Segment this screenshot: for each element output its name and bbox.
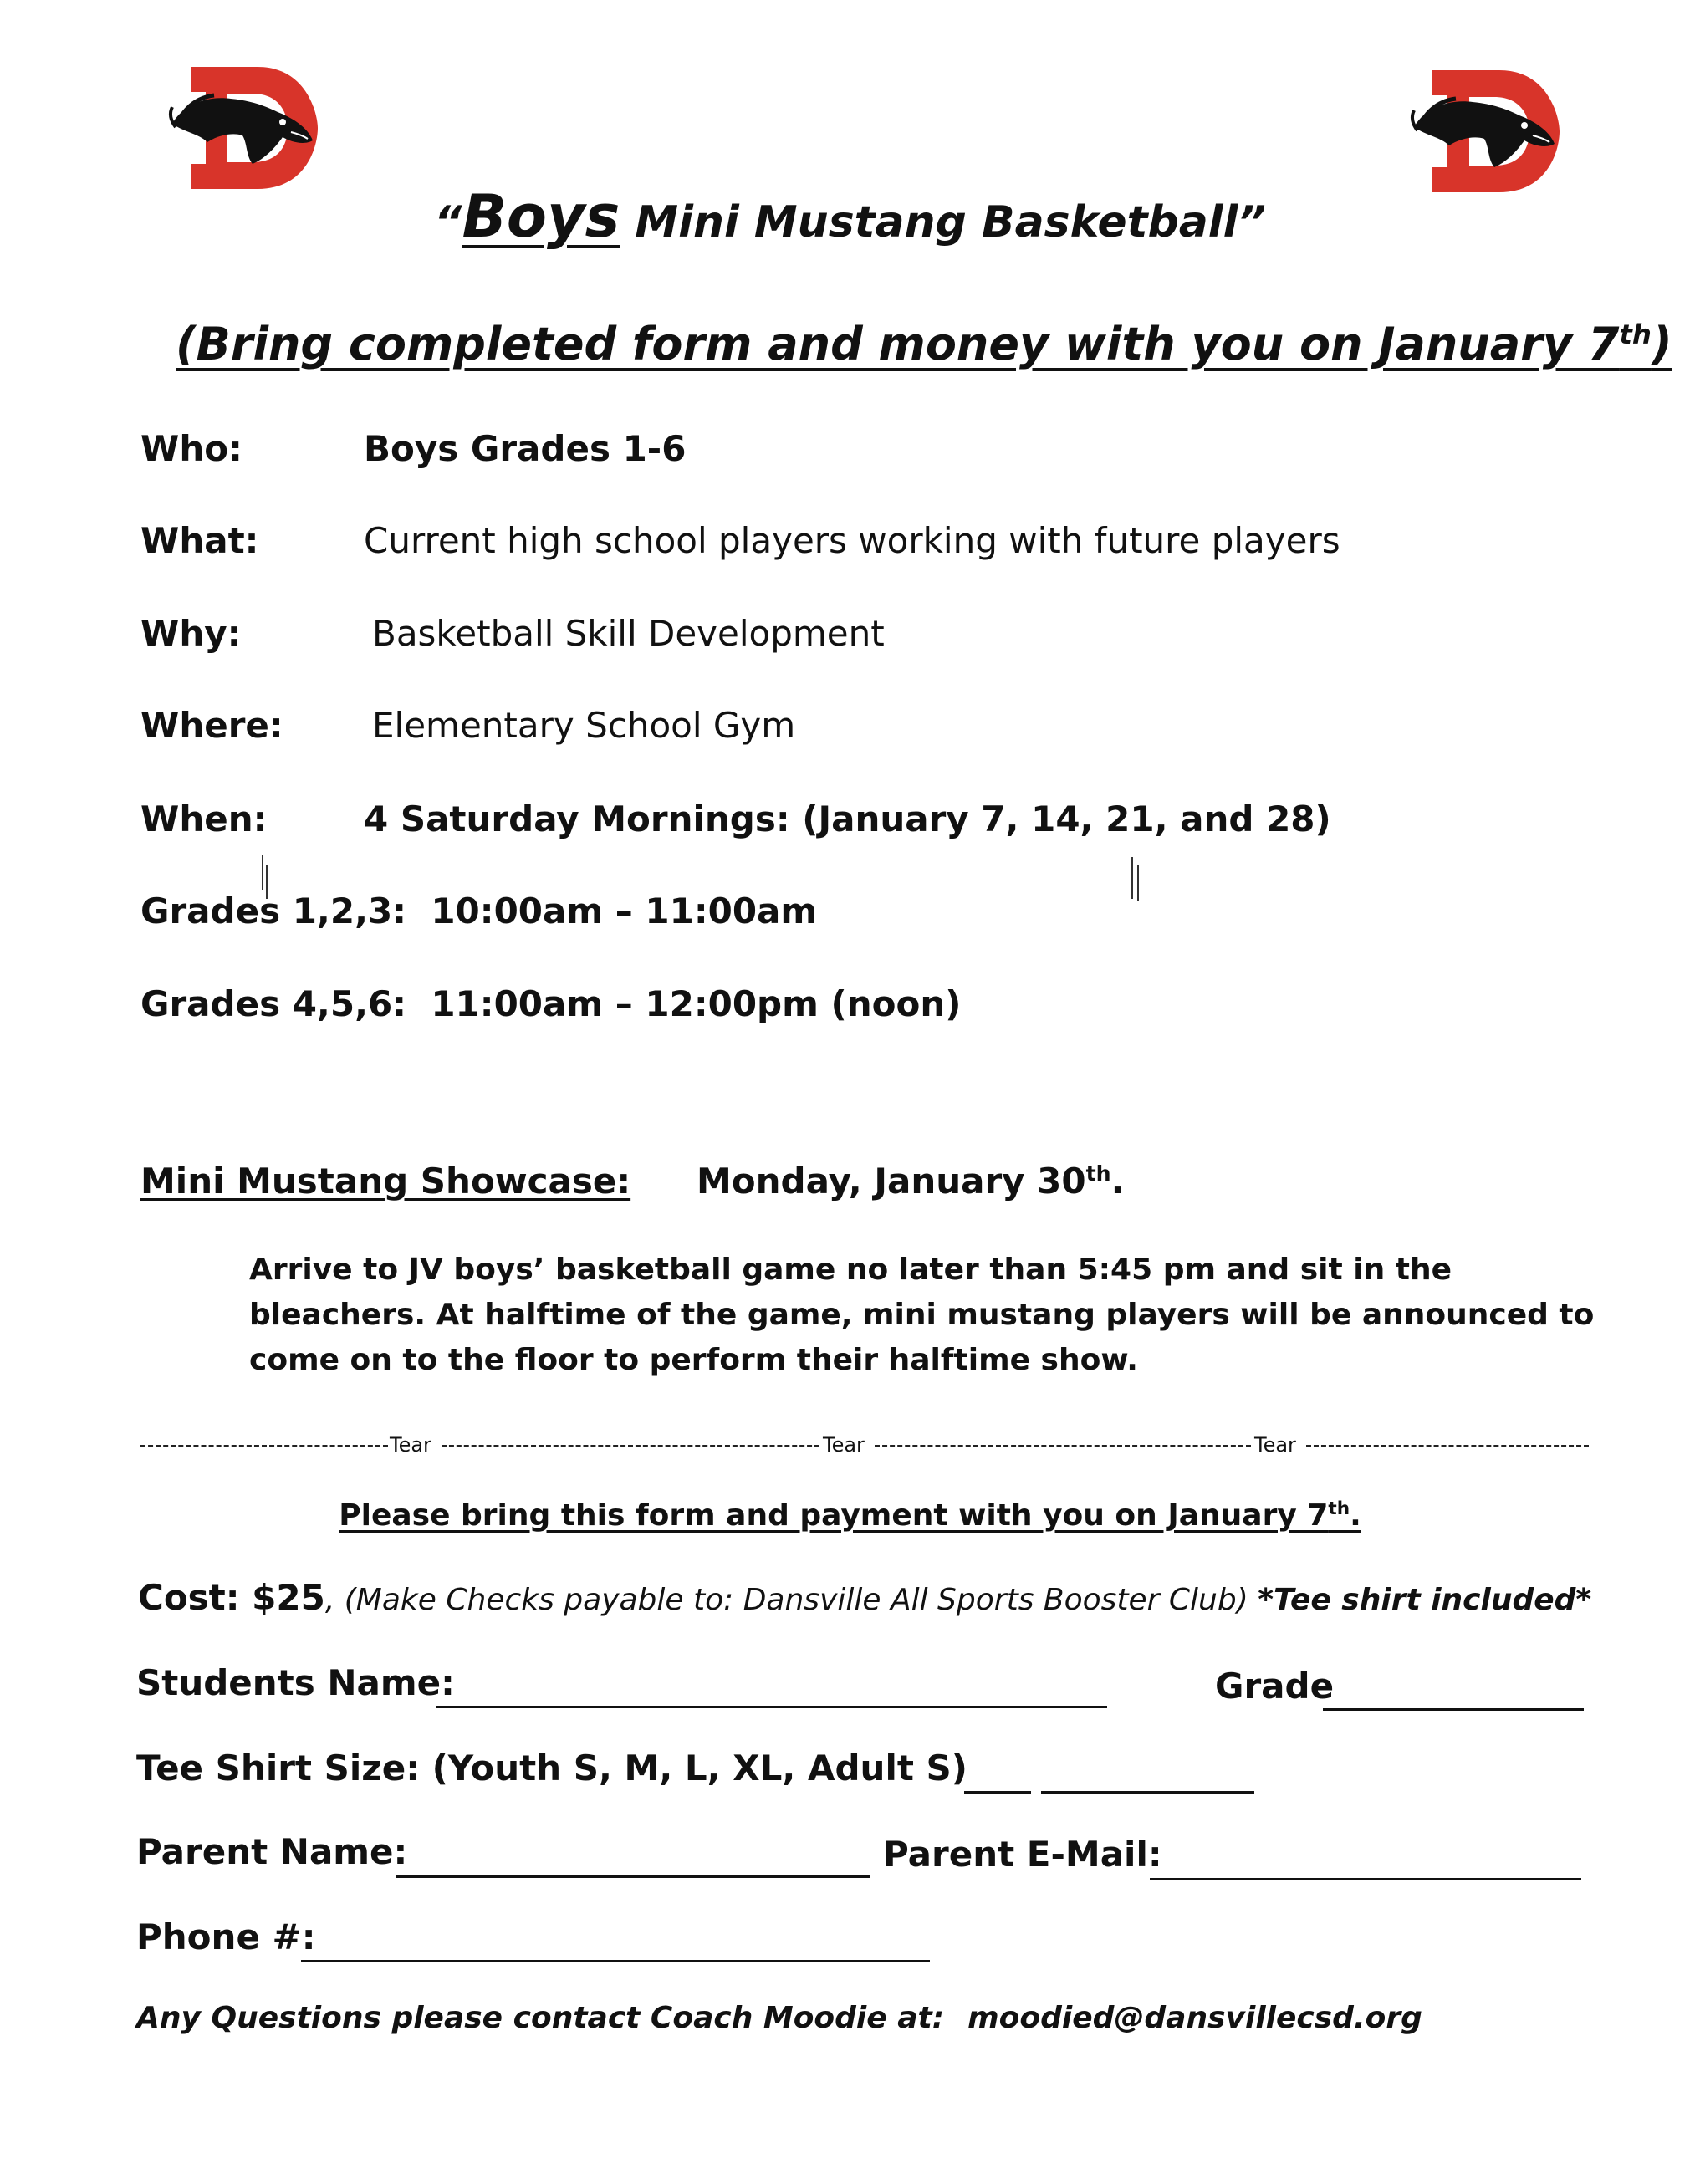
contact-line <box>136 2001 1422 2035</box>
tee-shirt-included: *Tee shirt included* <box>1258 1583 1592 1617</box>
tear-dash <box>875 1445 1251 1447</box>
page-title <box>0 182 1700 251</box>
schedule-grades-1: Grades 1,2,3: <box>140 890 407 931</box>
mustang-d-logo-icon <box>166 65 324 191</box>
tee-shirt-size-field-2[interactable] <box>1041 1791 1254 1794</box>
form-note-main: Please bring this form and payment with you on January 7 <box>339 1498 1329 1533</box>
form-note-sup: th <box>1328 1498 1350 1519</box>
showcase-date-end: . <box>1110 1161 1125 1202</box>
logo-left <box>166 65 324 191</box>
what-label: What: <box>140 520 259 561</box>
contact-email: moodied@dansvillecsd.org <box>967 2001 1422 2035</box>
phone-field[interactable] <box>301 1960 930 1962</box>
showcase-date-main: Monday, January 30 <box>697 1161 1086 1202</box>
grade-label: Grade <box>1215 1666 1335 1707</box>
subtitle-main: (Bring completed form and money with you on January 7 <box>176 318 1620 370</box>
when-label: When: <box>140 799 268 839</box>
contact-text: Any Questions please contact Coach Moodie at: <box>136 2001 945 2035</box>
scan-mark <box>1131 857 1133 899</box>
subtitle-close: ) <box>1651 318 1672 370</box>
scan-mark <box>262 855 263 890</box>
tear-dash <box>140 1445 388 1447</box>
schedule-time-1: 10:00am – 11:00am <box>431 890 818 931</box>
showcase-label: Mini Mustang Showcase: <box>140 1161 631 1202</box>
tear-dash <box>1306 1445 1589 1447</box>
cost-payable: , (Make Checks payable to: Dansville All Sports Booster Club) <box>324 1583 1258 1617</box>
form-note-end: . <box>1350 1498 1361 1533</box>
parent-name-field[interactable] <box>396 1875 870 1878</box>
tear-dash <box>442 1445 819 1447</box>
schedule-row-1 <box>140 890 817 931</box>
phone-label: Phone #: <box>136 1916 316 1957</box>
what-value: Current high school players working with future players <box>364 520 1340 561</box>
tear-line <box>140 1430 1589 1463</box>
schedule-time-2: 11:00am – 12:00pm (noon) <box>431 983 962 1024</box>
tear-word-1: Tear <box>390 1433 431 1457</box>
why-value: Basketball Skill Development <box>372 613 885 654</box>
schedule-grades-2: Grades 4,5,6: <box>140 983 407 1024</box>
title-quote: “ <box>434 197 462 247</box>
parent-email-label: Parent E-Mail: <box>883 1834 1162 1875</box>
subtitle-sup: th <box>1619 319 1652 350</box>
why-label: Why: <box>140 613 242 654</box>
showcase-description: Arrive to JV boys’ basketball game no later than 5:45 pm and sit in the bleachers. At halftime of the game, mini mustang players will be announced to come on to the floor to perform their halftime show. <box>249 1253 1595 1377</box>
when-value: 4 Saturday Mornings: (January 7, 14, 21, and 28) <box>364 799 1331 839</box>
schedule-row-2 <box>140 983 961 1024</box>
page-subtitle <box>176 318 1672 370</box>
showcase-date <box>697 1161 1125 1202</box>
where-value: Elementary School Gym <box>372 705 796 746</box>
parent-name-label: Parent Name: <box>136 1831 408 1872</box>
logo-right <box>1407 69 1566 194</box>
form-note <box>0 1498 1700 1533</box>
tee-shirt-size-label: Tee Shirt Size: (Youth S, M, L, XL, Adult S) <box>136 1748 967 1789</box>
who-label: Who: <box>140 428 242 469</box>
cost-label: Cost: $25 <box>138 1577 325 1618</box>
students-name-field[interactable] <box>436 1706 1107 1708</box>
tear-word-3: Tear <box>1254 1433 1296 1457</box>
mustang-d-logo-icon <box>1407 69 1566 194</box>
showcase-date-sup: th <box>1085 1161 1111 1186</box>
title-boys: Boys <box>462 182 620 251</box>
where-label: Where: <box>140 705 283 746</box>
cost-line <box>138 1577 1591 1618</box>
tee-shirt-size-field-1[interactable] <box>964 1791 1031 1794</box>
grade-field[interactable] <box>1323 1708 1584 1711</box>
scan-mark <box>266 865 268 899</box>
students-name-label: Students Name: <box>136 1662 455 1703</box>
scan-mark <box>1137 865 1139 901</box>
tear-word-2: Tear <box>823 1433 865 1457</box>
title-rest: Mini Mustang Basketball” <box>620 197 1266 247</box>
who-value: Boys Grades 1-6 <box>364 428 687 469</box>
parent-email-field[interactable] <box>1150 1878 1581 1880</box>
